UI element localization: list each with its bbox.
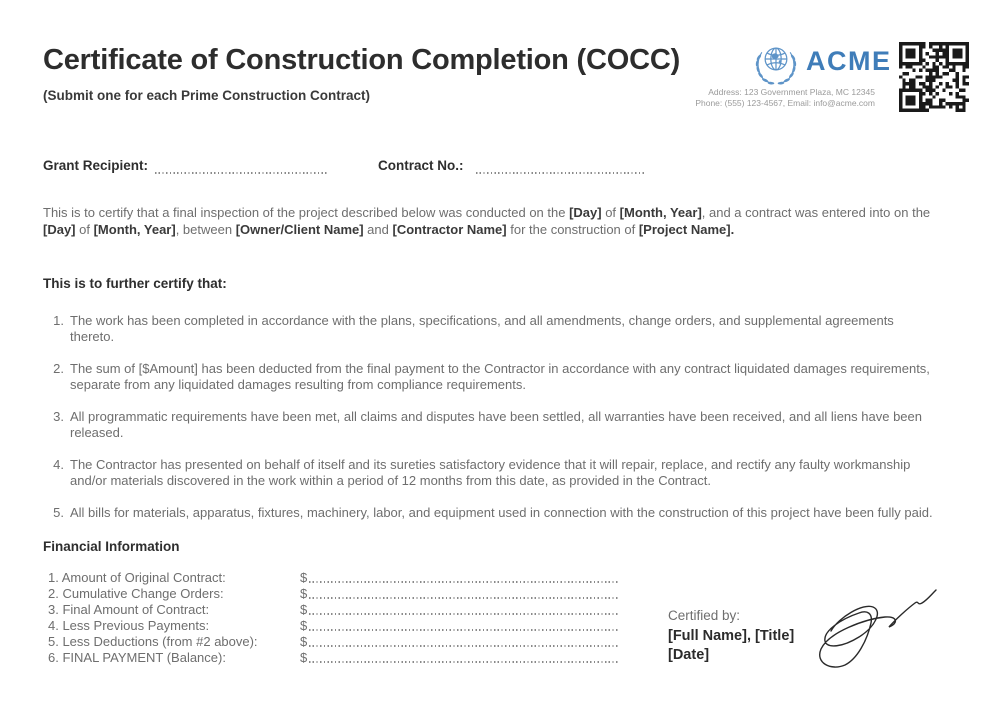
certify-item-number: 2. [53, 361, 64, 376]
financial-rows [48, 569, 620, 665]
intro-text: , and a contract was entered into on the [701, 205, 931, 220]
amount-fill-line[interactable] [309, 629, 620, 631]
certified-by-label: Certified by: [668, 608, 741, 623]
financial-label: 6. FINAL PAYMENT (Balance): [48, 650, 226, 665]
dollar-sign: $ [300, 586, 308, 601]
intro-text: This is to certify that a final inspection of the project described below was conducted on the [43, 205, 570, 220]
financial-amount-field[interactable] [300, 586, 620, 601]
org-address-line1: Address: 123 Government Plaza, MC 12345 [708, 87, 875, 97]
financial-row [48, 569, 620, 585]
certify-item-text: All programmatic requirements have been met, all claims and disputes have been settled, all warranties have been received, and all liens have been released. [70, 409, 922, 440]
intro-text: of [75, 221, 94, 237]
amount-fill-line[interactable] [309, 613, 620, 615]
financial-amount-field[interactable] [300, 634, 620, 649]
handwritten-signature-icon [801, 569, 943, 672]
financial-row [48, 633, 620, 649]
certify-item-number: 3. [53, 409, 64, 424]
page-subtitle: (Submit one for each Prime Construction Contract) [43, 88, 371, 103]
amount-fill-line[interactable] [309, 597, 620, 599]
contract-no-fill-line[interactable] [476, 172, 644, 174]
un-globe-laurel-emblem-icon [751, 39, 801, 91]
dollar-sign: $ [300, 570, 308, 585]
placeholder-token: [Contractor Name] [392, 221, 507, 237]
financial-row [48, 617, 620, 633]
certify-item-text: The work has been completed in accordance with the plans, specifications, and all amendments, change orders, and supplemental agreements thereto. [70, 313, 894, 344]
intro-text: for the construction of [506, 221, 639, 237]
amount-fill-line[interactable] [309, 645, 620, 647]
certify-item [48, 457, 940, 488]
certify-item [48, 409, 940, 440]
financial-row [48, 585, 620, 601]
certify-item [48, 313, 940, 344]
contract-no-label: Contract No.: [378, 158, 464, 173]
qr-code-icon [897, 40, 971, 114]
intro-paragraph [43, 205, 936, 238]
org-name: ACME [806, 46, 892, 76]
grant-recipient-label: Grant Recipient: [43, 158, 149, 173]
org-address-line2: Phone: (555) 123-4567, Email: info@acme.com [695, 98, 875, 108]
financial-amount-field[interactable] [300, 650, 620, 665]
certify-item-text: The Contractor has presented on behalf of itself and its sureties satisfactory evidence that it will repair, replace, and rectify any faulty workmanship and/or materials discovered in the work within a period of 12 months from this date, as provided in the Contract. [70, 457, 911, 488]
placeholder-token: [Day] [43, 221, 76, 237]
certify-heading: This is to further certify that: [43, 276, 227, 291]
intro-text: , between [175, 221, 236, 237]
amount-fill-line[interactable] [309, 581, 620, 583]
financial-amount-field[interactable] [300, 618, 620, 633]
placeholder-token: [Month, Year] [93, 221, 176, 237]
financial-label: 1. Amount of Original Contract: [48, 570, 226, 585]
certified-name-title: [Full Name], [Title] [668, 628, 795, 644]
amount-fill-line[interactable] [309, 661, 620, 663]
certify-item-text: The sum of [$Amount] has been deducted from the final payment to the Contractor in accordance with any contract liquidated damages requirements, separate from any liquidated damages resulting from compliance requirements. [70, 361, 930, 392]
org-address [665, 87, 875, 109]
certify-item-number: 5. [53, 505, 64, 520]
dollar-sign: $ [300, 618, 308, 633]
dollar-sign: $ [300, 634, 308, 649]
certify-list [48, 313, 940, 538]
certify-item [48, 505, 940, 521]
certify-item [48, 361, 940, 392]
financial-amount-field[interactable] [300, 570, 620, 585]
page-title: Certificate of Construction Completion (COCC) [43, 44, 681, 76]
placeholder-token: [Month, Year] [619, 205, 702, 220]
grant-recipient-fill-line[interactable] [155, 172, 327, 174]
placeholder-token: [Owner/Client Name] [235, 221, 364, 237]
financial-amount-field[interactable] [300, 602, 620, 617]
certified-date: [Date] [668, 646, 710, 663]
financial-label: 5. Less Deductions (from #2 above): [48, 634, 258, 649]
financial-heading: Financial Information [43, 539, 180, 554]
financial-row [48, 601, 620, 617]
dollar-sign: $ [300, 602, 308, 617]
financial-label: 3. Final Amount of Contract: [48, 602, 210, 617]
financial-label: 4. Less Previous Payments: [48, 618, 210, 633]
intro-text: and [363, 221, 393, 237]
dollar-sign: $ [300, 650, 308, 665]
certify-item-number: 4. [53, 457, 64, 472]
financial-row [48, 649, 620, 665]
placeholder-token: [Project Name]. [638, 221, 735, 237]
certify-item-text: All bills for materials, apparatus, fixtures, machinery, labor, and equipment used in connection with the construction of this project have been fully paid. [70, 505, 933, 520]
financial-label: 2. Cumulative Change Orders: [48, 586, 224, 601]
placeholder-token: [Day] [569, 205, 602, 220]
intro-text: of [601, 205, 620, 220]
certify-item-number: 1. [53, 313, 64, 328]
